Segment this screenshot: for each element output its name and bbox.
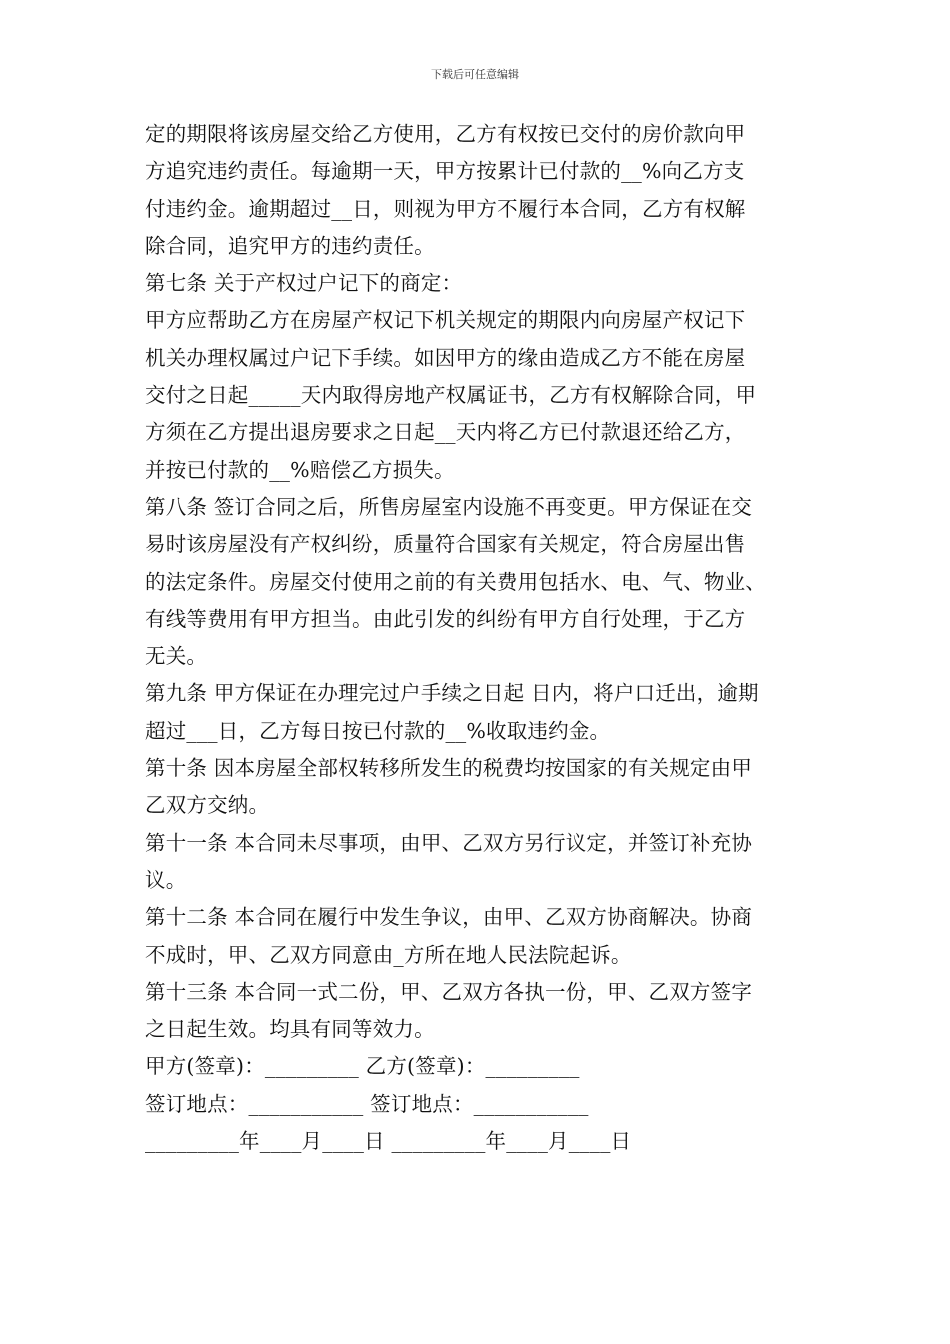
text-line: 并按已付款的__%赔偿乙方损失。 [145, 457, 455, 482]
page-header: 下载后可任意编辑 [431, 68, 519, 81]
text-line: 之日起生效。均具有同等效力。 [145, 1017, 435, 1042]
text-line: 除合同，追究甲方的违约责任。 [145, 233, 435, 258]
article-7-heading: 第七条 关于产权过户记下的商定： [145, 271, 463, 296]
article-10-line: 第十条 因本房屋全部权转移所发生的税费均按国家的有关规定由甲 [145, 756, 753, 781]
text-line: 方追究违约责任。每逾期一天，甲方按累计已付款的__%向乙方支 [145, 159, 745, 184]
article-9-line: 第九条 甲方保证在办理完过户手续之日起 日内，将户口迁出，逾期 [145, 681, 759, 706]
text-line: 定的期限将该房屋交给乙方使用，乙方有权按已交付的房价款向甲 [145, 122, 746, 146]
text-line: 甲方应帮助乙方在房屋产权记下机关规定的期限内向房屋产权记下 [145, 308, 746, 333]
contract-body [145, 116, 810, 1160]
signing-date-line: _________年____月____日 _________年____月____日 [145, 1129, 632, 1154]
text-line: 机关办理权属过户记下手续。如因甲方的缘由造成乙方不能在房屋 [145, 345, 746, 370]
article-13-line: 第十三条 本合同一式二份，甲、乙双方各执一份，甲、乙双方签字 [145, 979, 753, 1004]
article-12-line: 第十二条 本合同在履行中发生争议，由甲、乙双方协商解决。协商 [145, 905, 753, 930]
article-8-line: 第八条 签订合同之后，所售房屋室内设施不再变更。甲方保证在交 [145, 494, 753, 519]
text-line: 付违约金。逾期超过__日，则视为甲方不履行本合同，乙方有权解 [145, 196, 746, 221]
text-line: 超过___日，乙方每日按已付款的__%收取违约金。 [145, 718, 611, 743]
text-line: 无关。 [145, 644, 208, 669]
signing-place-line: 签订地点：___________ 签订地点：___________ [145, 1091, 589, 1116]
text-line: 议。 [145, 867, 187, 892]
text-line: 方须在乙方提出退房要求之日起__天内将乙方已付款退还给乙方， [145, 420, 746, 445]
article-11-line: 第十一条 本合同未尽事项，由甲、乙双方另行议定，并签订补充协 [145, 830, 753, 855]
text-line: 有线等费用有甲方担当。由此引发的纠纷有甲方自行处理，于乙方 [145, 606, 746, 631]
text-line: 易时该房屋没有产权纠纷，质量符合国家有关规定，符合房屋出售 [145, 532, 746, 557]
text-line: 乙双方交纳。 [145, 793, 270, 818]
text-line: 不成时，甲、乙双方同意由_方所在地人民法院起诉。 [145, 942, 632, 967]
text-line: 的法定条件。房屋交付使用之前的有关费用包括水、电、气、物业、 [145, 569, 766, 594]
signature-line: 甲方(签章)：_________ 乙方(签章)：_________ [145, 1054, 580, 1079]
text-line: 交付之日起_____天内取得房地产权属证书，乙方有权解除合同，甲 [145, 383, 757, 408]
